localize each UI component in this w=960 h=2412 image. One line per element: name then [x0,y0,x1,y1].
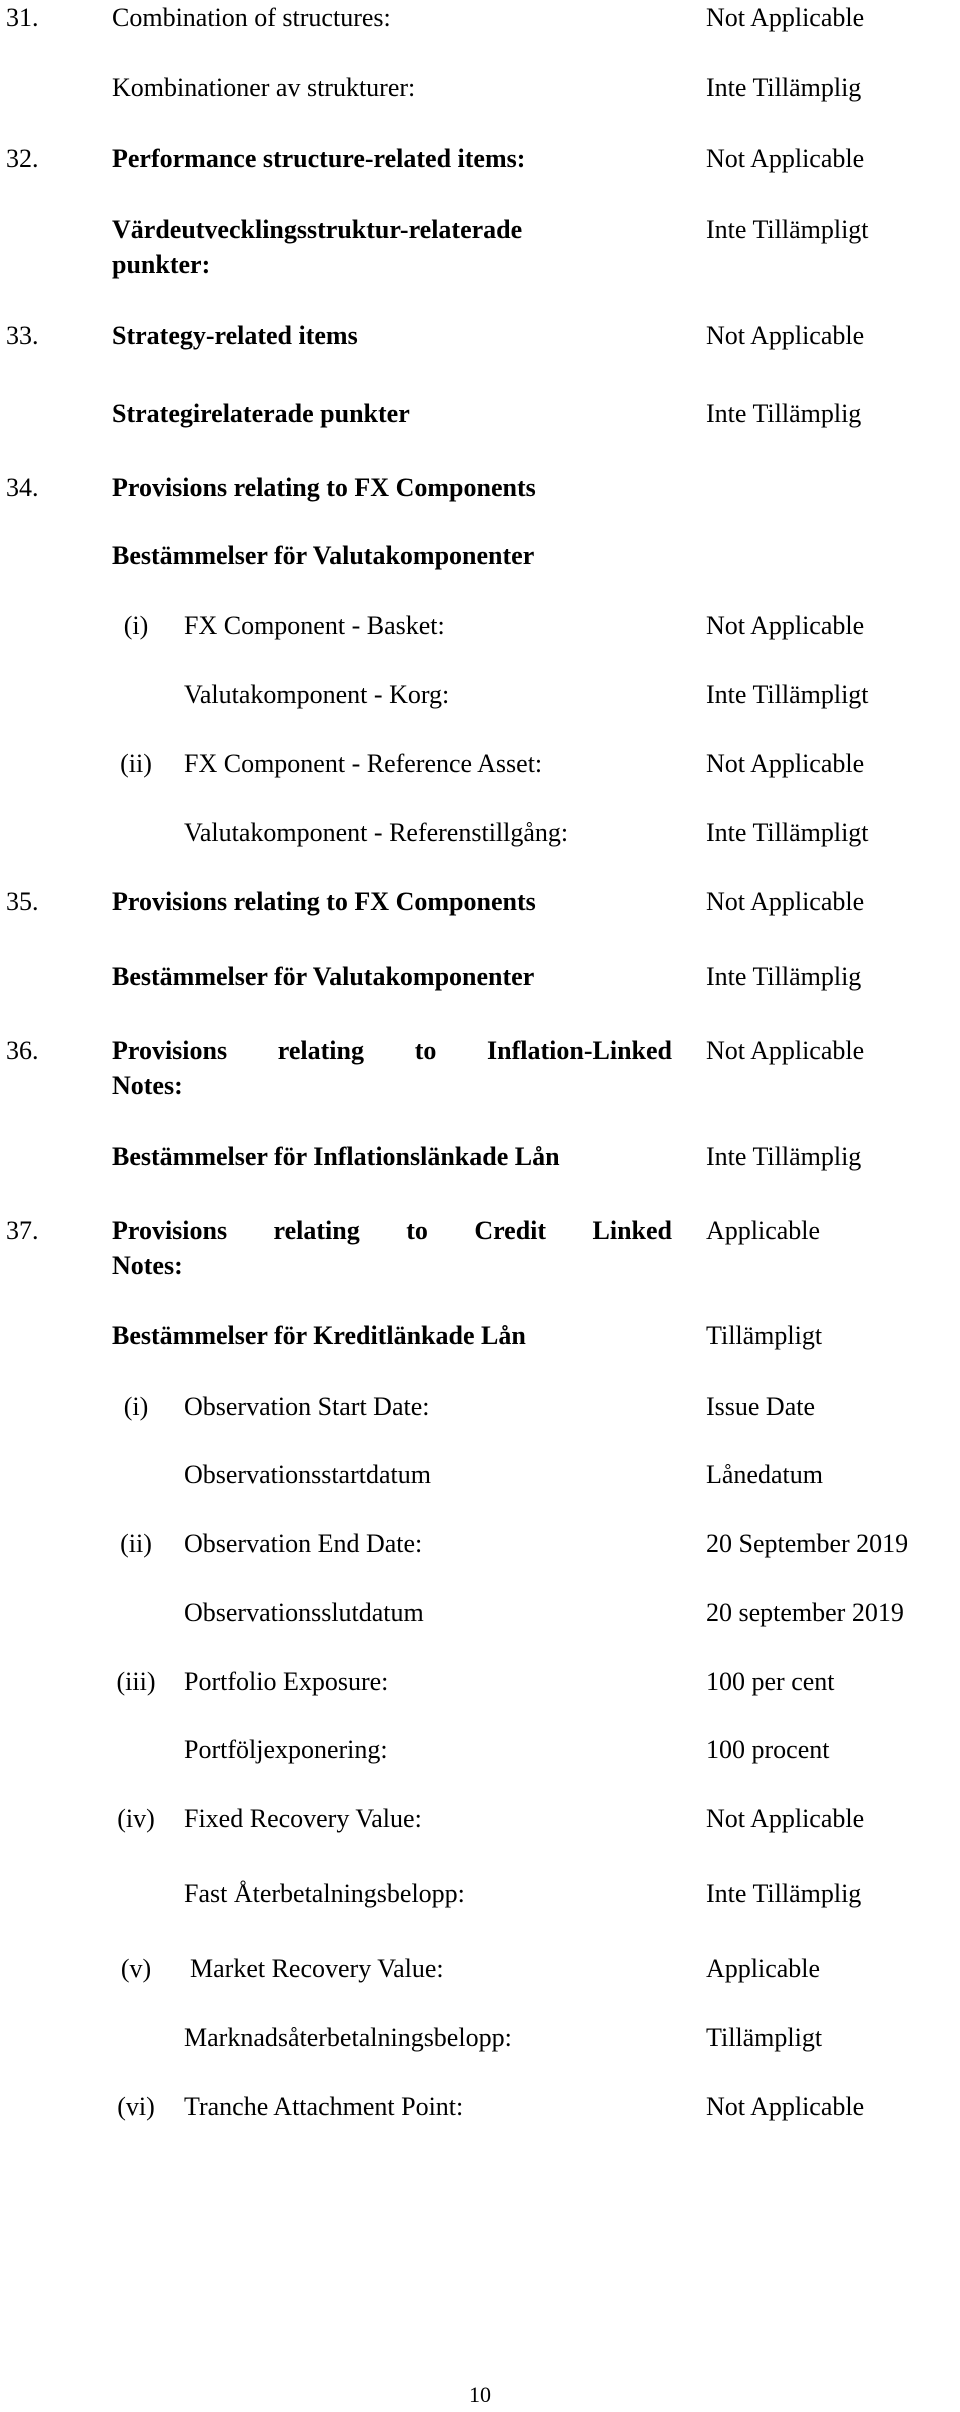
sub-item-value-en: Issue Date [706,1392,816,1421]
sub-item-value-sv: Inte Tillämplig [706,1879,862,1908]
sub-item-number: (i) [123,611,149,640]
item-value-sv: Inte Tillämpligt [706,215,869,244]
sub-item-number: (v) [120,1954,152,1983]
item-label-en: Combination of structures: [112,3,391,32]
item-label-sv: Bestämmelser för Valutakomponenter [112,541,535,570]
sub-item-value-sv: Inte Tillämpligt [706,680,869,709]
sub-item-value-en: Not Applicable [706,1804,865,1833]
item-value-en: Not Applicable [706,3,865,32]
item-label-sv: Bestämmelser för Valutakomponenter [112,962,535,991]
sub-item-label-en: Market Recovery Value: [190,1954,444,1983]
sub-item-label-en: Tranche Attachment Point: [184,2092,464,2121]
sub-item-label-sv: Portföljexponering: [184,1735,388,1764]
sub-item-label-en: Observation Start Date: [184,1392,430,1421]
sub-item-number: (ii) [120,749,152,778]
item-value-sv: Inte Tillämplig [706,399,862,428]
sub-item-value-sv: Tillämpligt [706,2023,823,2052]
sub-item-value-en: Not Applicable [706,611,865,640]
sub-item-value-en: 100 per cent [706,1667,835,1696]
item-label-en: Performance structure-related items: [112,144,526,173]
sub-item-value-en: Not Applicable [706,2092,865,2121]
sub-item-label-sv: Marknadsåterbetalningsbelopp: [184,2023,512,2052]
item-number: 32. [6,144,39,173]
sub-item-number: (vi) [117,2092,155,2121]
item-label-en: Provisions relating to Inflation-Linked [112,1036,672,1065]
sub-item-label-sv: Valutakomponent - Korg: [184,680,450,709]
item-label-sv: Bestämmelser för Kreditlänkade Lån [112,1321,526,1350]
sub-item-value-en: 20 September 2019 [706,1529,909,1558]
item-number: 34. [6,473,39,502]
item-value-en: Not Applicable [706,887,865,916]
sub-item-number: (iv) [117,1804,155,1833]
page-number: 10 [469,2382,491,2407]
sub-item-label-sv: Observationsstartdatum [184,1460,431,1489]
sub-item-number: (iii) [116,1667,156,1696]
item-number: 36. [6,1036,39,1065]
item-number: 35. [6,887,39,916]
sub-item-label-sv: Fast Återbetalningsbelopp: [184,1879,465,1908]
item-value-en: Not Applicable [706,144,865,173]
item-value-en: Applicable [706,1216,821,1245]
sub-item-label-en: FX Component - Reference Asset: [184,749,543,778]
sub-item-number: (ii) [120,1529,152,1558]
item-label-sv: Värdeutvecklingsstruktur-relaterade [112,215,523,244]
sub-item-label-en: Portfolio Exposure: [184,1667,389,1696]
item-value-sv: Inte Tillämplig [706,1142,862,1171]
sub-item-value-en: Not Applicable [706,749,865,778]
item-label-en-cont: Notes: [112,1251,183,1280]
sub-item-value-sv: Inte Tillämpligt [706,818,869,847]
item-label-en: Provisions relating to Credit Linked [112,1216,672,1245]
item-value-sv: Tillämpligt [706,1321,823,1350]
sub-item-label-en: Observation End Date: [184,1529,423,1558]
item-number: 31. [6,3,39,32]
item-value-en: Not Applicable [706,1036,865,1065]
sub-item-label-en: FX Component - Basket: [184,611,445,640]
sub-item-label-sv: Observationsslutdatum [184,1598,424,1627]
item-label-en: Strategy-related items [112,321,358,350]
item-number: 37. [6,1216,39,1245]
sub-item-value-en: Applicable [706,1954,821,1983]
sub-item-value-sv: 20 september 2019 [706,1598,904,1627]
item-label-en: Provisions relating to FX Components [112,887,536,916]
item-value-sv: Inte Tillämplig [706,962,862,991]
item-label-en: Provisions relating to FX Components [112,473,536,502]
item-value-en: Not Applicable [706,321,865,350]
item-label-sv: Kombinationer av strukturer: [112,73,416,102]
sub-item-value-sv: 100 procent [706,1735,830,1764]
item-value-sv: Inte Tillämplig [706,73,862,102]
item-label-en-cont: Notes: [112,1071,183,1100]
sub-item-label-en: Fixed Recovery Value: [184,1804,422,1833]
item-label-sv: Bestämmelser för Inflationslänkade Lån [112,1142,560,1171]
item-number: 33. [6,321,39,350]
sub-item-value-sv: Lånedatum [706,1460,823,1489]
sub-item-label-sv: Valutakomponent - Referenstillgång: [184,818,569,847]
item-label-sv-cont: punkter: [112,250,211,279]
sub-item-number: (i) [123,1392,149,1421]
item-label-sv: Strategirelaterade punkter [112,399,410,428]
